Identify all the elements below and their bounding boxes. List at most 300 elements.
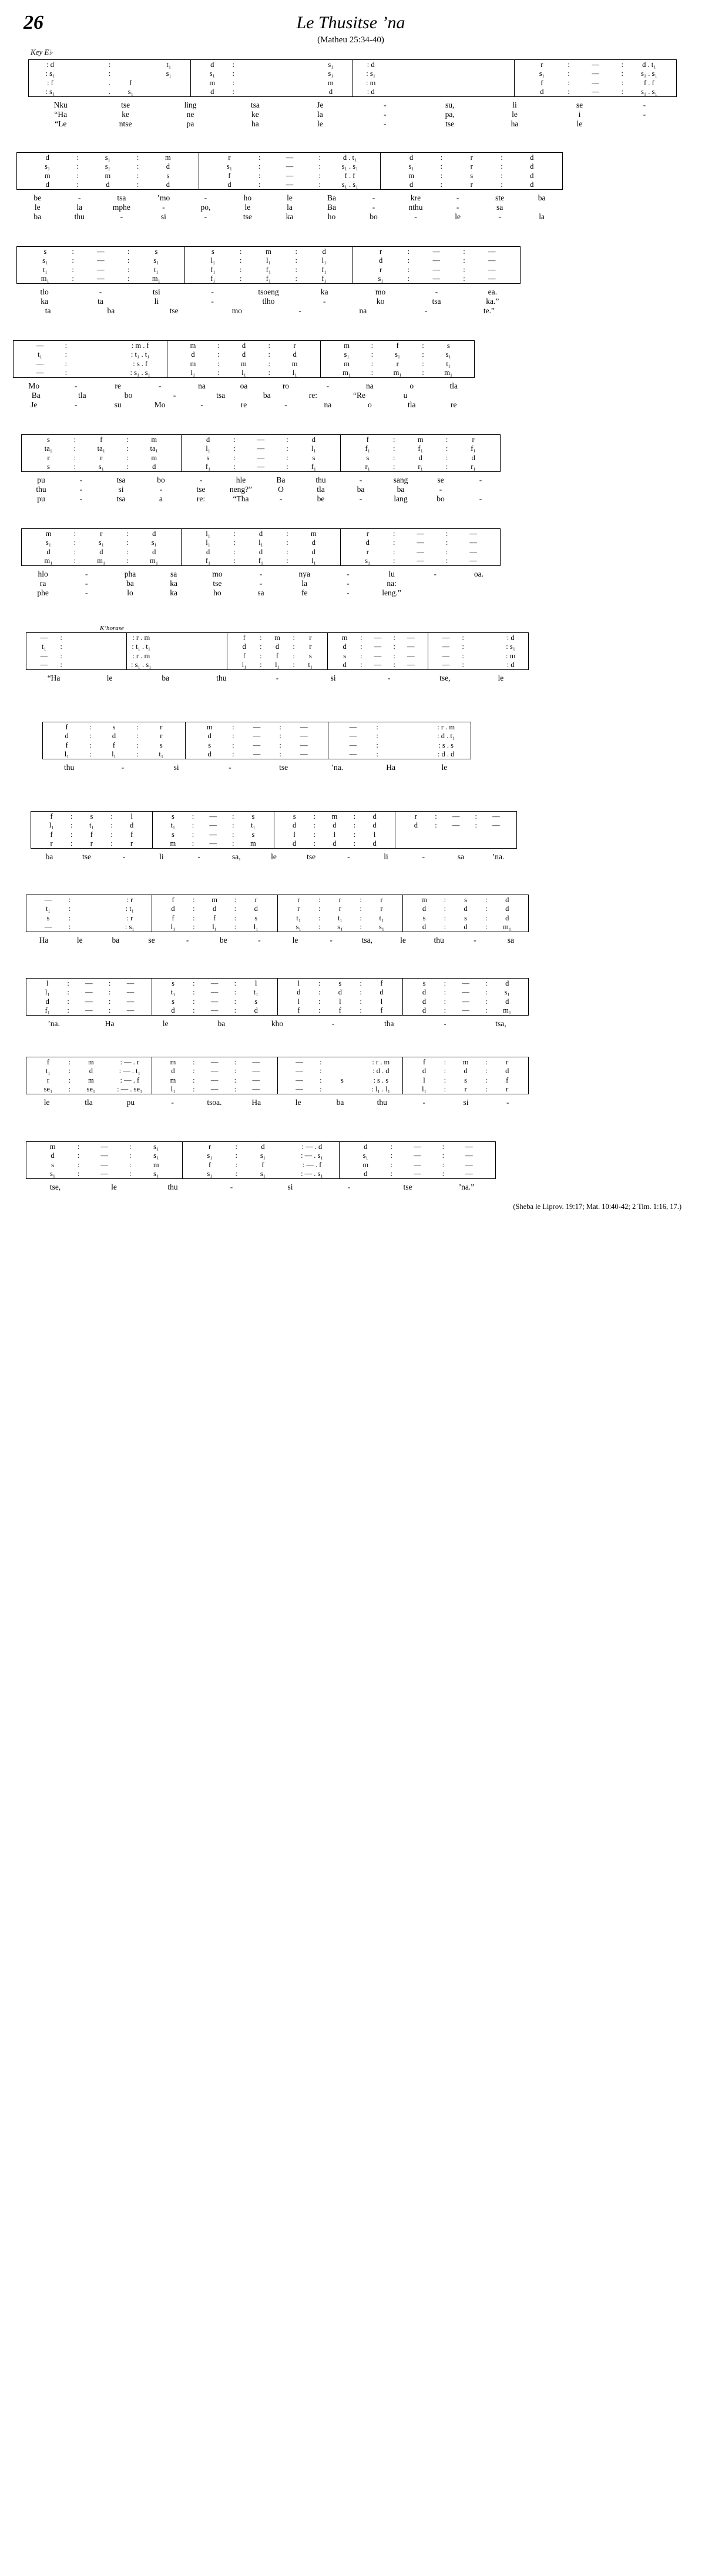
voice-row <box>328 732 471 741</box>
lyric-line <box>21 588 501 598</box>
sol-fa-note: : <box>136 722 139 731</box>
lyric-word: “Re <box>352 391 365 400</box>
sol-fa-note: t₁ <box>41 642 46 651</box>
sol-fa-note: : <box>192 812 194 820</box>
sol-fa-note: : <box>442 1170 445 1178</box>
sol-fa-note: : <box>65 359 68 368</box>
lyric-word: tse, <box>49 1183 61 1191</box>
sol-fa-note: : <box>193 997 195 1006</box>
sol-fa-note: : <box>232 750 234 758</box>
lyric-word: - <box>259 570 263 578</box>
lyric-word: le <box>111 1183 117 1191</box>
voice-row <box>353 69 515 79</box>
sol-fa-note: s <box>212 247 214 256</box>
lyric-word <box>461 485 501 494</box>
sol-fa-note: : <box>73 538 76 547</box>
voice-row <box>395 821 516 830</box>
sol-fa-note: : <box>485 997 488 1006</box>
sol-fa-note: : <box>73 463 76 471</box>
sol-fa-note: : <box>462 642 464 651</box>
sol-fa-note: f <box>228 171 231 180</box>
sol-fa-note: m <box>266 247 271 256</box>
sol-fa-note: : <box>390 1170 392 1178</box>
voice-row <box>43 741 185 750</box>
lyrics-block <box>26 1016 529 1029</box>
measure <box>352 247 520 283</box>
sol-fa-note: f <box>380 979 383 987</box>
sol-fa-note: s₁ <box>378 923 385 931</box>
voice-row <box>403 1006 528 1016</box>
sol-fa-note: — <box>462 979 469 987</box>
sol-fa-note: d <box>365 538 370 547</box>
sol-fa-note: : r <box>126 913 133 922</box>
sol-fa-note: — <box>210 1006 219 1014</box>
sol-fa-note: — <box>452 821 460 829</box>
measure <box>127 633 227 669</box>
sol-fa-note: : <box>422 350 424 359</box>
lyric-word: ba <box>397 485 405 494</box>
lyric-word: tsa <box>117 193 126 202</box>
measure <box>26 633 127 669</box>
lyrics-block <box>26 932 529 945</box>
sol-fa-note: : — . f <box>302 1160 322 1169</box>
sol-fa-note: : <box>127 247 130 256</box>
lyric-word: be <box>219 936 227 944</box>
sol-fa-note: : <box>68 1085 71 1093</box>
sol-fa-note: : <box>234 1057 237 1066</box>
sol-fa-note: : s₁ <box>125 923 135 931</box>
sol-fa-note: : m <box>506 651 516 660</box>
sol-fa-note: — <box>36 359 44 368</box>
voice-row <box>328 633 428 642</box>
sol-fa-note: : <box>260 642 262 651</box>
measure <box>199 153 381 189</box>
sol-fa-note: : r . m <box>132 651 150 660</box>
sol-fa-note: : <box>126 557 129 565</box>
music-systems <box>0 59 705 1192</box>
sol-fa-note: d <box>254 905 258 913</box>
sol-fa-note: : <box>234 979 237 987</box>
sol-fa-note: : <box>76 180 79 189</box>
lyrics-block <box>21 566 501 598</box>
voice-row <box>381 153 562 162</box>
lyric-word: tse <box>169 306 179 315</box>
sol-fa-note: s <box>155 247 158 256</box>
voice-row <box>22 557 181 566</box>
sol-fa-note: f₁ <box>205 557 211 565</box>
lyric-word: tsoeng <box>258 287 279 296</box>
sol-fa-note: : <box>442 1151 445 1160</box>
lyric-word <box>457 579 501 588</box>
sol-fa-note: r <box>464 1085 467 1093</box>
sol-fa-note: m <box>274 633 280 642</box>
voice-row <box>395 812 516 821</box>
lyric-word: tsoa. <box>207 1098 222 1107</box>
lyric-word: tsi <box>152 287 160 296</box>
lyric-word: “Ha <box>47 674 61 682</box>
voice-row <box>186 750 328 759</box>
lyric-word: oa. <box>474 570 484 578</box>
lyric-word: le <box>244 203 251 212</box>
sol-fa-note: : <box>76 162 79 170</box>
sol-fa-note: d <box>171 905 175 913</box>
sol-fa-note: — <box>414 1142 421 1151</box>
sol-fa-note: — <box>417 547 424 556</box>
sol-fa-note: d <box>152 529 156 538</box>
lyric-word: Ba <box>276 475 286 484</box>
lyric-word: - <box>383 101 387 109</box>
sol-fa-note: l₁ <box>112 750 116 758</box>
title-block <box>20 13 682 45</box>
sol-fa-note: : <box>108 988 111 996</box>
voice-row <box>152 923 277 932</box>
sol-fa-note: : <box>68 1076 71 1084</box>
sol-fa-note: — <box>414 1170 421 1178</box>
sol-fa-note: ta₁ <box>150 444 158 453</box>
sol-fa-note: r <box>50 839 53 847</box>
sol-fa-note: : <box>193 1057 195 1066</box>
measure <box>185 247 353 283</box>
voice-row <box>152 1067 277 1076</box>
sol-fa-note: : <box>392 435 395 444</box>
lyric-word: - <box>79 475 83 484</box>
voice-row <box>403 979 528 988</box>
sol-fa-note: s₁ <box>539 69 545 78</box>
sol-fa-note: — <box>210 988 219 996</box>
sol-fa-note: f <box>50 812 53 820</box>
sol-fa-note: : <box>192 830 194 839</box>
sol-fa-note: t₁ <box>170 821 176 829</box>
sol-fa-note: — <box>488 265 496 274</box>
measure <box>183 1142 339 1178</box>
lyric-word: le <box>34 203 41 212</box>
voice-row <box>199 180 381 190</box>
voice-row <box>340 1142 495 1151</box>
voice-row <box>227 642 327 652</box>
lyric-word: - <box>211 287 214 296</box>
sol-fa-note: : <box>371 341 374 350</box>
sol-fa-note: : <box>233 557 236 565</box>
lyric-word: fe <box>301 588 308 597</box>
sol-fa-note: — <box>209 830 217 839</box>
voice-row <box>29 88 190 97</box>
lyric-word: - <box>230 1183 233 1191</box>
sol-fa-note: : <box>485 905 488 913</box>
measure <box>341 435 500 471</box>
voice-row <box>17 162 199 172</box>
sol-fa-note: f <box>366 435 369 444</box>
lyric-word <box>521 203 563 212</box>
sol-fa-note: s <box>43 247 47 256</box>
sol-fa-note: : <box>360 633 362 642</box>
lyric-word: tse <box>82 852 92 861</box>
sol-fa-note: — <box>286 153 294 162</box>
lyric-word: - <box>79 494 83 503</box>
voice-row <box>26 1006 152 1016</box>
sol-fa-note: f <box>276 651 279 660</box>
sol-fa-note: : <box>445 463 448 471</box>
sol-fa-note: : <box>462 661 464 669</box>
voice-row <box>17 247 184 256</box>
lyric-word: Ha <box>105 1019 115 1028</box>
sol-fa-note: : <box>136 750 139 758</box>
sol-fa-note: : <box>136 741 139 749</box>
lyric-word: tla <box>85 1098 93 1107</box>
sol-fa-note: — <box>488 247 496 256</box>
lyric-word: - <box>204 212 207 221</box>
sol-fa-note: s <box>47 463 50 471</box>
lyric-line <box>28 101 677 110</box>
sol-fa-note: : d <box>506 661 515 669</box>
sol-fa-note: — <box>462 988 469 996</box>
sol-fa-note: f <box>100 435 103 444</box>
lyrics-block <box>26 1094 529 1107</box>
lyric-word: tsa <box>216 391 226 400</box>
lyric-word: tla <box>78 391 86 400</box>
sol-fa-note: m <box>170 839 176 847</box>
sol-fa-note: : <box>279 750 281 758</box>
sol-fa-note: : <box>463 274 465 283</box>
lyric-word: ke <box>251 110 259 119</box>
sol-fa-note: : <box>407 274 410 283</box>
sol-fa-note: — <box>97 256 105 264</box>
sol-fa-note: : — . d <box>301 1142 323 1151</box>
lyric-word: tsa <box>250 101 260 109</box>
lyric-word: i <box>578 110 581 119</box>
sol-fa-note: — <box>374 661 382 669</box>
sol-fa-note: : <box>485 1067 488 1075</box>
lyric-word: Ba <box>327 193 336 202</box>
lyric-word: - <box>643 101 646 109</box>
lyric-word: la <box>317 110 323 119</box>
sol-fa-note: s <box>46 913 50 922</box>
sol-fa-note: : <box>235 1142 237 1151</box>
sol-fa-note: f . f <box>344 171 355 180</box>
sol-fa-note: — <box>442 642 450 651</box>
sol-fa-note: m₁ <box>44 557 53 565</box>
lyric-word: - <box>78 193 81 202</box>
voice-row <box>182 547 341 557</box>
measure <box>26 895 152 932</box>
sol-fa-note: r <box>100 453 103 462</box>
sol-fa-note: — <box>286 171 294 180</box>
key-signature <box>0 45 705 58</box>
sol-fa-note: s <box>171 830 174 839</box>
sol-fa-note: — <box>300 741 308 749</box>
sol-fa-note: — <box>286 162 294 170</box>
lyric-word: na <box>365 381 374 390</box>
lyric-word: nya <box>298 570 310 578</box>
sol-fa-note: : <box>127 274 130 283</box>
sol-fa-note: : <box>73 453 76 462</box>
voice-row <box>26 905 152 914</box>
sol-fa-note: — <box>462 1006 469 1014</box>
voice-row <box>278 1076 403 1085</box>
lyric-word: le <box>162 1019 169 1028</box>
sol-fa-note: : <box>392 538 395 547</box>
sol-fa-note: — <box>469 547 477 556</box>
sol-fa-note: : <box>127 256 130 264</box>
measure <box>328 633 428 669</box>
lyric-word: - <box>435 287 438 296</box>
sol-fa-note: : <box>60 642 62 651</box>
sol-fa-note: : <box>193 923 195 931</box>
lyric-line <box>13 381 475 391</box>
sol-fa-note: s <box>90 812 93 820</box>
sol-fa-note: : <box>501 162 503 170</box>
sol-fa-note: d <box>258 529 263 538</box>
sol-fa-note: — <box>488 256 496 264</box>
sol-fa-note: — <box>210 1085 219 1093</box>
sol-fa-note: : s₁ <box>506 642 516 651</box>
sol-fa-note: : <box>568 78 570 87</box>
voice-row <box>14 350 167 360</box>
sol-fa-note: r <box>208 1142 212 1151</box>
lyric-word: ka <box>41 297 49 306</box>
voice-row <box>185 265 352 274</box>
sol-fa-note: d <box>65 732 69 740</box>
sol-fa-note: : <box>232 741 234 749</box>
lyric-word: “Tha <box>233 494 249 503</box>
sol-fa-note: f <box>261 1160 264 1169</box>
sol-fa-note: : d <box>367 88 375 96</box>
voice-row <box>182 444 341 454</box>
sol-fa-note: — <box>36 369 44 377</box>
sol-fa-note: r <box>297 905 300 913</box>
sol-fa-note: — <box>432 247 440 256</box>
sol-fa-note: : <box>67 988 69 996</box>
lyric-word: si <box>330 674 336 682</box>
sol-fa-note: : <box>234 905 237 913</box>
sol-fa-note: m <box>165 153 171 162</box>
sol-fa-note: m₁ <box>503 1006 512 1014</box>
sol-fa-note: : <box>234 895 237 904</box>
sol-fa-note: : <box>232 722 234 731</box>
measure <box>186 722 328 759</box>
lyric-word: thu <box>74 212 85 221</box>
lyric-word: phe <box>37 588 49 597</box>
sol-fa-note: : <box>318 913 321 922</box>
lyric-word <box>612 119 677 129</box>
sol-fa-note: m <box>250 839 256 847</box>
lyric-word: si <box>463 1098 469 1107</box>
sol-fa-note: s₁ <box>127 88 133 96</box>
sol-fa-note: : <box>217 359 220 368</box>
sol-fa-note: : <box>320 1076 322 1084</box>
sol-fa-note: : d <box>46 60 54 69</box>
sol-fa-note: d <box>422 905 427 913</box>
sol-fa-note: — <box>257 453 265 462</box>
lyric-word: re <box>115 381 121 390</box>
lyric-word: le <box>295 1098 301 1107</box>
lyric-word: tsa <box>432 297 441 306</box>
sol-fa-note: f <box>338 1006 341 1014</box>
lyric-word: si <box>160 212 166 221</box>
sol-fa-note: m <box>212 895 217 904</box>
voice-row <box>321 350 474 360</box>
sol-fa-note: s₁ <box>105 162 110 170</box>
sol-fa-note: : <box>286 538 288 547</box>
sol-fa-note: — <box>97 265 105 274</box>
sol-fa-note: l <box>130 812 133 820</box>
sol-fa-note: r <box>160 732 163 740</box>
voice-row <box>186 722 328 732</box>
sol-fa-note: : <box>70 839 73 847</box>
sol-fa-note: r <box>338 895 341 904</box>
voice-row <box>274 839 395 849</box>
sol-fa-note: s₁ <box>151 538 157 547</box>
lyric-word: thu <box>377 1098 387 1107</box>
sol-fa-note: d <box>241 350 246 359</box>
sol-fa-note: f <box>112 741 116 749</box>
lyric-word: li <box>154 297 159 306</box>
lyric-word: - <box>456 193 459 202</box>
lyric-word: si <box>287 1183 293 1191</box>
lyric-word: - <box>258 936 261 944</box>
lyric-word: ba <box>217 1019 226 1028</box>
sol-fa-note: : <box>501 153 503 162</box>
lyric-word: ba <box>126 579 134 588</box>
sol-fa-note: : <box>258 171 261 180</box>
sol-fa-note: : <box>318 988 321 996</box>
lyric-word: - <box>434 570 437 578</box>
sol-fa-note: l₁ <box>206 538 211 547</box>
key-value: E♭ <box>44 48 53 56</box>
sol-fa-note: t₁ <box>46 1067 51 1075</box>
lyric-word: - <box>197 852 200 861</box>
sol-fa-note: : <box>318 180 321 189</box>
sol-fa-note: s <box>293 812 296 820</box>
sol-fa-note: : <box>258 153 261 162</box>
voice-row <box>278 1085 403 1094</box>
staff <box>16 246 521 284</box>
lyric-word: a <box>159 494 163 503</box>
sol-fa-note: : <box>444 979 446 987</box>
sol-fa-note: l <box>293 830 296 839</box>
voice-row <box>185 274 352 284</box>
lyric-word: Mo <box>154 400 166 409</box>
sol-fa-note: s₁ <box>207 1170 213 1178</box>
sol-fa-note: s₁ <box>395 350 401 359</box>
sol-fa-note: m₁ <box>97 557 106 565</box>
lyric-word: - <box>439 485 442 494</box>
sol-fa-note: f <box>172 895 174 904</box>
lyric-word: - <box>186 936 189 944</box>
voice-row <box>182 435 341 444</box>
sol-fa-note: : <box>440 162 443 170</box>
voice-row <box>17 171 199 180</box>
sol-fa-note: d <box>210 88 214 96</box>
sol-fa-note: s₁ <box>445 350 451 359</box>
lyric-line <box>26 1019 529 1029</box>
lyric-word: - <box>298 306 301 315</box>
sol-fa-note: d <box>322 247 326 256</box>
sol-fa-note: : <box>293 633 295 642</box>
sol-fa-note: ta₁ <box>44 444 53 453</box>
sol-fa-note: : <box>232 69 234 78</box>
measure <box>182 435 341 471</box>
lyric-word: ta <box>98 297 103 306</box>
sol-fa-note: : <box>234 1067 237 1075</box>
lyric-line <box>16 212 563 222</box>
sol-fa-note: : <box>233 444 236 453</box>
voice-row <box>153 821 274 830</box>
sol-fa-note: : r <box>126 895 133 904</box>
sol-fa-note: l <box>46 979 49 987</box>
sol-fa-note: : <box>108 60 111 69</box>
measure <box>278 895 404 932</box>
sol-fa-note: m <box>45 529 52 538</box>
